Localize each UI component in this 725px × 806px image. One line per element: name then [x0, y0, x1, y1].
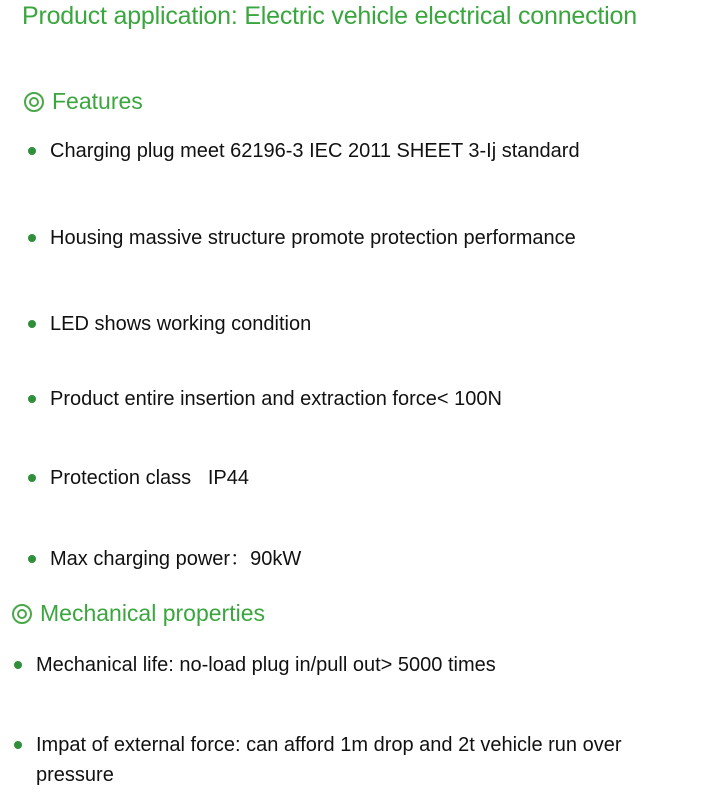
feature-item-text: Housing massive structure promote protection performance [50, 227, 576, 249]
bullet-dot-icon [28, 474, 36, 482]
mechanical-item [14, 650, 496, 680]
feature-item [28, 544, 301, 574]
feature-item-text: Charging plug meet 62196-3 IEC 2011 SHEET 3-Ij standard [50, 140, 580, 162]
bullet-dot-icon [14, 741, 22, 749]
bullet-dot-icon [28, 320, 36, 328]
section-features-heading [24, 88, 143, 115]
page-title: Product application: Electric vehicle electrical connection [22, 2, 637, 30]
bullet-dot-icon [28, 555, 36, 563]
bullet-dot-icon [28, 395, 36, 403]
section-mechanical-heading [12, 600, 265, 627]
double-circle-icon [12, 604, 32, 624]
mechanical-item-text: Mechanical life: no-load plug in/pull out> 5000 times [36, 654, 496, 676]
mechanical-item-text: Impat of external force: can afford 1m drop and 2t vehicle run over pressure [36, 734, 622, 786]
feature-item [28, 309, 311, 339]
feature-item [28, 384, 502, 414]
bullet-dot-icon [28, 234, 36, 242]
section-features-label: Features [52, 88, 143, 114]
mechanical-item [14, 730, 694, 790]
feature-item-text: Product entire insertion and extraction force< 100N [50, 388, 502, 410]
bullet-dot-icon [28, 147, 36, 155]
feature-item [28, 223, 576, 253]
feature-item-text: Max charging power：90kW [50, 548, 302, 570]
feature-item-text: Protection class IP44 [50, 467, 249, 489]
bullet-dot-icon [14, 661, 22, 669]
feature-item [28, 136, 580, 166]
section-mechanical-label: Mechanical properties [40, 600, 266, 626]
feature-item [28, 463, 249, 493]
double-circle-icon [24, 92, 44, 112]
feature-item-text: LED shows working condition [50, 313, 312, 335]
